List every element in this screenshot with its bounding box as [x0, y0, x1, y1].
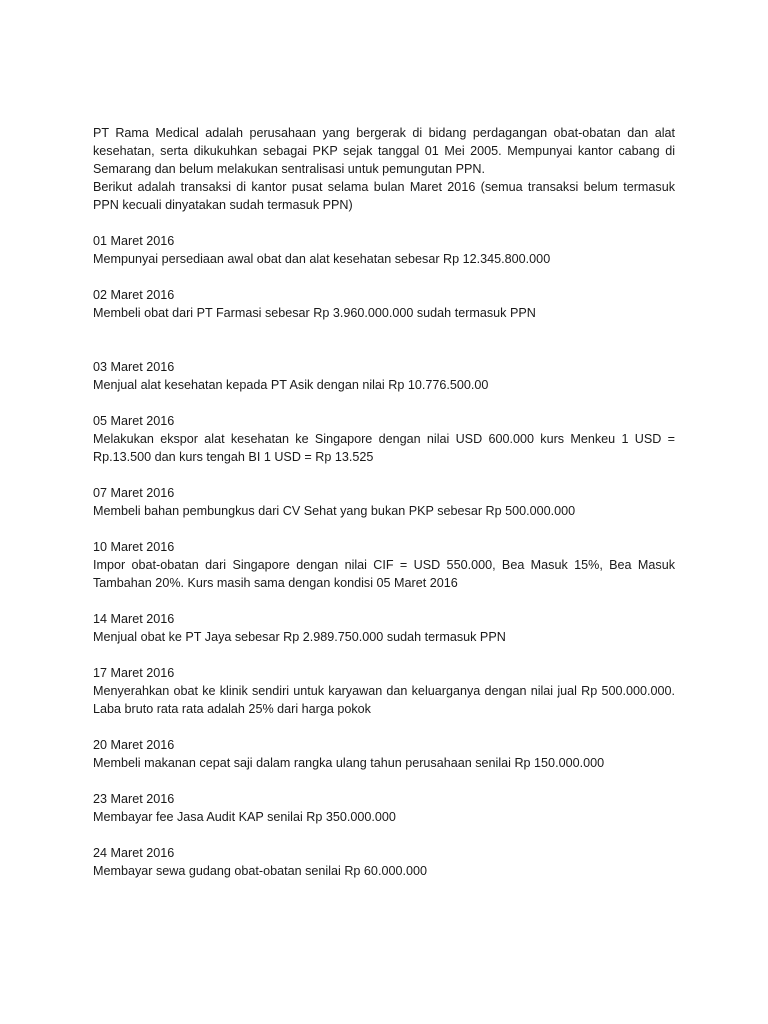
intro-paragraph-2: Berikut adalah transaksi di kantor pusat selama bulan Maret 2016 (semua transaksi belum termasuk PPN kecuali dinyatakan sudah termasuk PPN) — [93, 180, 675, 212]
transaction-date: 01 Maret 2016 — [93, 234, 175, 248]
transaction-entry — [93, 358, 675, 394]
transaction-description: Membeli bahan pembungkus dari CV Sehat yang bukan PKP sebesar Rp 500.000.000 — [93, 504, 576, 518]
transaction-date: 10 Maret 2016 — [93, 540, 175, 554]
transaction-description: Membeli obat dari PT Farmasi sebesar Rp 3.960.000.000 sudah termasuk PPN — [93, 306, 536, 320]
transaction-date: 14 Maret 2016 — [93, 612, 175, 626]
transaction-entry — [93, 538, 675, 592]
transaction-list — [93, 232, 675, 880]
transaction-date: 02 Maret 2016 — [93, 288, 175, 302]
transaction-entry — [93, 844, 675, 880]
transaction-entry — [93, 232, 675, 268]
transaction-description: Menyerahkan obat ke klinik sendiri untuk karyawan dan keluarganya dengan nilai jual Rp 500.000.000. Laba bruto rata rata adalah 25% dari harga pokok — [93, 684, 675, 716]
transaction-date: 07 Maret 2016 — [93, 486, 175, 500]
transaction-description: Membayar fee Jasa Audit KAP senilai Rp 350.000.000 — [93, 810, 396, 824]
transaction-date: 24 Maret 2016 — [93, 846, 175, 860]
document-page — [93, 124, 675, 898]
transaction-date: 23 Maret 2016 — [93, 792, 175, 806]
transaction-entry — [93, 664, 675, 718]
transaction-entry — [93, 790, 675, 826]
intro-section — [93, 124, 675, 214]
transaction-date: 05 Maret 2016 — [93, 414, 175, 428]
transaction-entry — [93, 484, 675, 520]
transaction-date: 03 Maret 2016 — [93, 360, 175, 374]
transaction-date: 17 Maret 2016 — [93, 666, 175, 680]
transaction-entry — [93, 286, 675, 322]
transaction-description: Mempunyai persediaan awal obat dan alat kesehatan sebesar Rp 12.345.800.000 — [93, 252, 551, 266]
intro-paragraph-1: PT Rama Medical adalah perusahaan yang bergerak di bidang perdagangan obat-obatan dan alat kesehatan, serta dikukuhkan sebagai PKP sejak tanggal 01 Mei 2005. Mempunyai kantor cabang di Semarang dan belum melakukan sentralisasi untuk pemungutan PPN. — [93, 126, 675, 176]
transaction-description: Menjual obat ke PT Jaya sebesar Rp 2.989.750.000 sudah termasuk PPN — [93, 630, 506, 644]
transaction-description: Membeli makanan cepat saji dalam rangka ulang tahun perusahaan senilai Rp 150.000.000 — [93, 756, 605, 770]
transaction-description: Impor obat-obatan dari Singapore dengan nilai CIF = USD 550.000, Bea Masuk 15%, Bea Masuk Tambahan 20%. Kurs masih sama dengan kondisi 05 Maret 2016 — [93, 558, 675, 590]
transaction-description: Menjual alat kesehatan kepada PT Asik dengan nilai Rp 10.776.500.00 — [93, 378, 489, 392]
transaction-description: Membayar sewa gudang obat-obatan senilai Rp 60.000.000 — [93, 864, 427, 878]
transaction-entry — [93, 610, 675, 646]
transaction-entry — [93, 736, 675, 772]
transaction-description: Melakukan ekspor alat kesehatan ke Singapore dengan nilai USD 600.000 kurs Menkeu 1 USD = Rp.13.500 dan kurs tengah BI 1 USD = Rp 13.525 — [93, 432, 675, 464]
transaction-entry — [93, 412, 675, 466]
transaction-date: 20 Maret 2016 — [93, 738, 175, 752]
